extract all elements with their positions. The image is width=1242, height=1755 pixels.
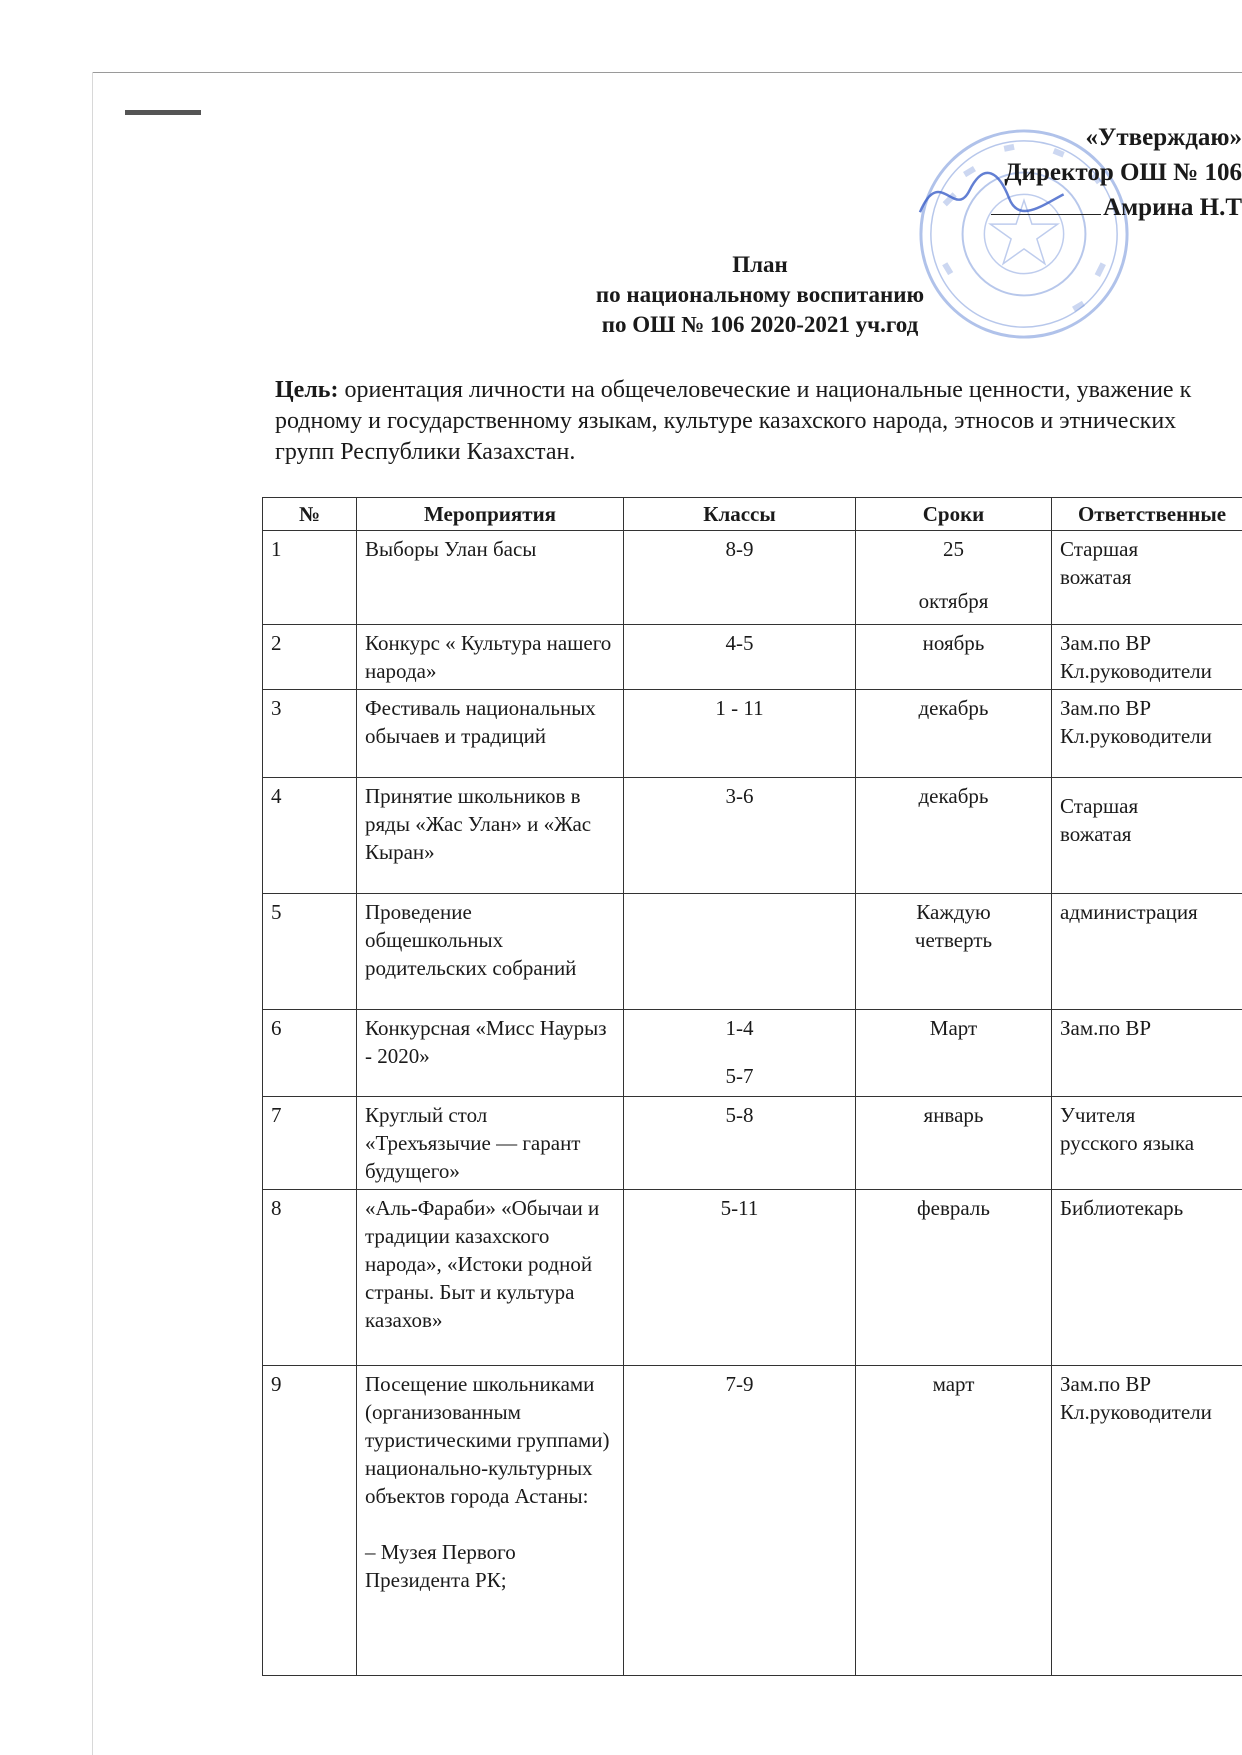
row-classes: 5-11 (624, 1190, 856, 1366)
header-terms: Сроки (856, 498, 1052, 531)
approval-block (942, 120, 1242, 225)
page-edge-left (92, 72, 93, 1755)
row-number: 8 (263, 1190, 357, 1366)
row-term: декабрь (856, 690, 1052, 778)
table-row (263, 1097, 1242, 1190)
table-row (263, 1190, 1242, 1366)
signature-underline (991, 192, 1101, 215)
row-term: декабрь (856, 778, 1052, 894)
row-number: 1 (263, 531, 357, 625)
responsible-line: вожатая (1060, 565, 1132, 589)
header-number: № (263, 498, 357, 531)
row-classes: 4-5 (624, 625, 856, 690)
responsible-line: Учителя (1060, 1103, 1136, 1127)
term-line: четверть (914, 928, 993, 952)
row-event: Фестиваль национальных обычаев и традиций (357, 690, 624, 778)
row-term: март (856, 1366, 1052, 1676)
goal-label: Цель: (275, 377, 339, 403)
term-line: октября (918, 589, 989, 613)
responsible-line: Кл.руководители (1060, 659, 1212, 683)
row-term: Март (856, 1010, 1052, 1097)
row-event: Круглый стол «Трехъязычие — гарант будущего» (357, 1097, 624, 1190)
responsible-line: русского языка (1060, 1131, 1195, 1155)
table-header-row (263, 498, 1242, 531)
plan-table (262, 497, 1242, 1676)
row-responsible: Библиотекарь (1052, 1190, 1242, 1366)
row-classes: 8-9 (624, 531, 856, 625)
event-extra-text: – Музея Первого Президента РК; (365, 1540, 516, 1592)
row-term: январь (856, 1097, 1052, 1190)
row-term: февраль (856, 1190, 1052, 1366)
title-line-1: План (732, 252, 788, 277)
row-responsible (1052, 1097, 1242, 1190)
row-event: Конкурс « Культура нашего народа» (357, 625, 624, 690)
approval-position: Директор ОШ № 106 (1004, 159, 1242, 186)
responsible-line: Зам.по ВР (1060, 696, 1152, 720)
row-responsible (1052, 778, 1242, 894)
row-number: 4 (263, 778, 357, 894)
table-row (263, 894, 1242, 1010)
goal-paragraph (275, 375, 1235, 468)
row-event: Проведение общешкольных родительских собраний (357, 894, 624, 1010)
responsible-line: Старшая (1060, 537, 1139, 561)
row-classes: 3-6 (624, 778, 856, 894)
table-row (263, 690, 1242, 778)
row-term: ноябрь (856, 625, 1052, 690)
table-row (263, 1366, 1242, 1676)
responsible-line: Кл.руководители (1060, 724, 1212, 748)
row-number: 3 (263, 690, 357, 778)
document-title (480, 250, 1040, 340)
page-edge (92, 72, 1242, 73)
row-number: 9 (263, 1366, 357, 1676)
header-events: Мероприятия (357, 498, 624, 531)
responsible-line: Зам.по ВР (1060, 631, 1152, 655)
table-row (263, 625, 1242, 690)
row-event: Конкурсная «Мисс Наурыз - 2020» (357, 1010, 624, 1097)
responsible-line: вожатая (1060, 822, 1132, 846)
row-number: 2 (263, 625, 357, 690)
table-row (263, 531, 1242, 625)
row-classes (624, 894, 856, 1010)
term-line: Каждую (916, 900, 991, 924)
row-term (856, 894, 1052, 1010)
row-event: Принятие школьников в ряды «Жас Улан» и «Жас Кыран» (357, 778, 624, 894)
goal-text: ориентация личности на общечеловеческие и национальные ценности, уважение к родному и государственному языкам, культуре казахского народа, этносов и этнических групп Республики Казахстан. (275, 377, 1192, 465)
term-line: 25 (943, 537, 964, 561)
row-number: 5 (263, 894, 357, 1010)
row-event: «Аль-Фараби» «Обычаи и традиции казахского народа», «Истоки родной страны. Быт и культура казахов» (357, 1190, 624, 1366)
header-classes: Классы (624, 498, 856, 531)
row-event (357, 1366, 624, 1676)
row-responsible: администрация (1052, 894, 1242, 1010)
approval-name: Амрина Н.Т (1103, 194, 1242, 221)
title-line-2: по национальному воспитанию (595, 282, 925, 307)
row-event: Выборы Улан басы (357, 531, 624, 625)
row-responsible (1052, 1366, 1242, 1676)
row-responsible (1052, 531, 1242, 625)
event-text: Посещение школьниками (организованным туристическими группами) национально-культурных объектов города Астаны: (365, 1372, 610, 1508)
row-classes: 5-8 (624, 1097, 856, 1190)
responsible-line: Старшая (1060, 794, 1139, 818)
title-line-3: по ОШ № 106 2020-2021 уч.год (601, 312, 919, 337)
row-responsible (1052, 625, 1242, 690)
approval-title: «Утверждаю» (1085, 124, 1242, 151)
row-term (856, 531, 1052, 625)
row-responsible: Зам.по ВР (1052, 1010, 1242, 1097)
scan-mark (125, 110, 201, 115)
classes-line: 5-7 (725, 1064, 754, 1088)
row-number: 6 (263, 1010, 357, 1097)
row-classes (624, 1010, 856, 1097)
row-responsible (1052, 690, 1242, 778)
header-responsible: Ответственные (1052, 498, 1242, 531)
row-classes: 7-9 (624, 1366, 856, 1676)
approval-signature-line (942, 190, 1242, 225)
row-classes: 1 - 11 (624, 690, 856, 778)
responsible-line: Кл.руководители (1060, 1400, 1212, 1424)
row-number: 7 (263, 1097, 357, 1190)
table-row (263, 778, 1242, 894)
table-row (263, 1010, 1242, 1097)
classes-line: 1-4 (725, 1016, 754, 1040)
responsible-line: Зам.по ВР (1060, 1372, 1152, 1396)
